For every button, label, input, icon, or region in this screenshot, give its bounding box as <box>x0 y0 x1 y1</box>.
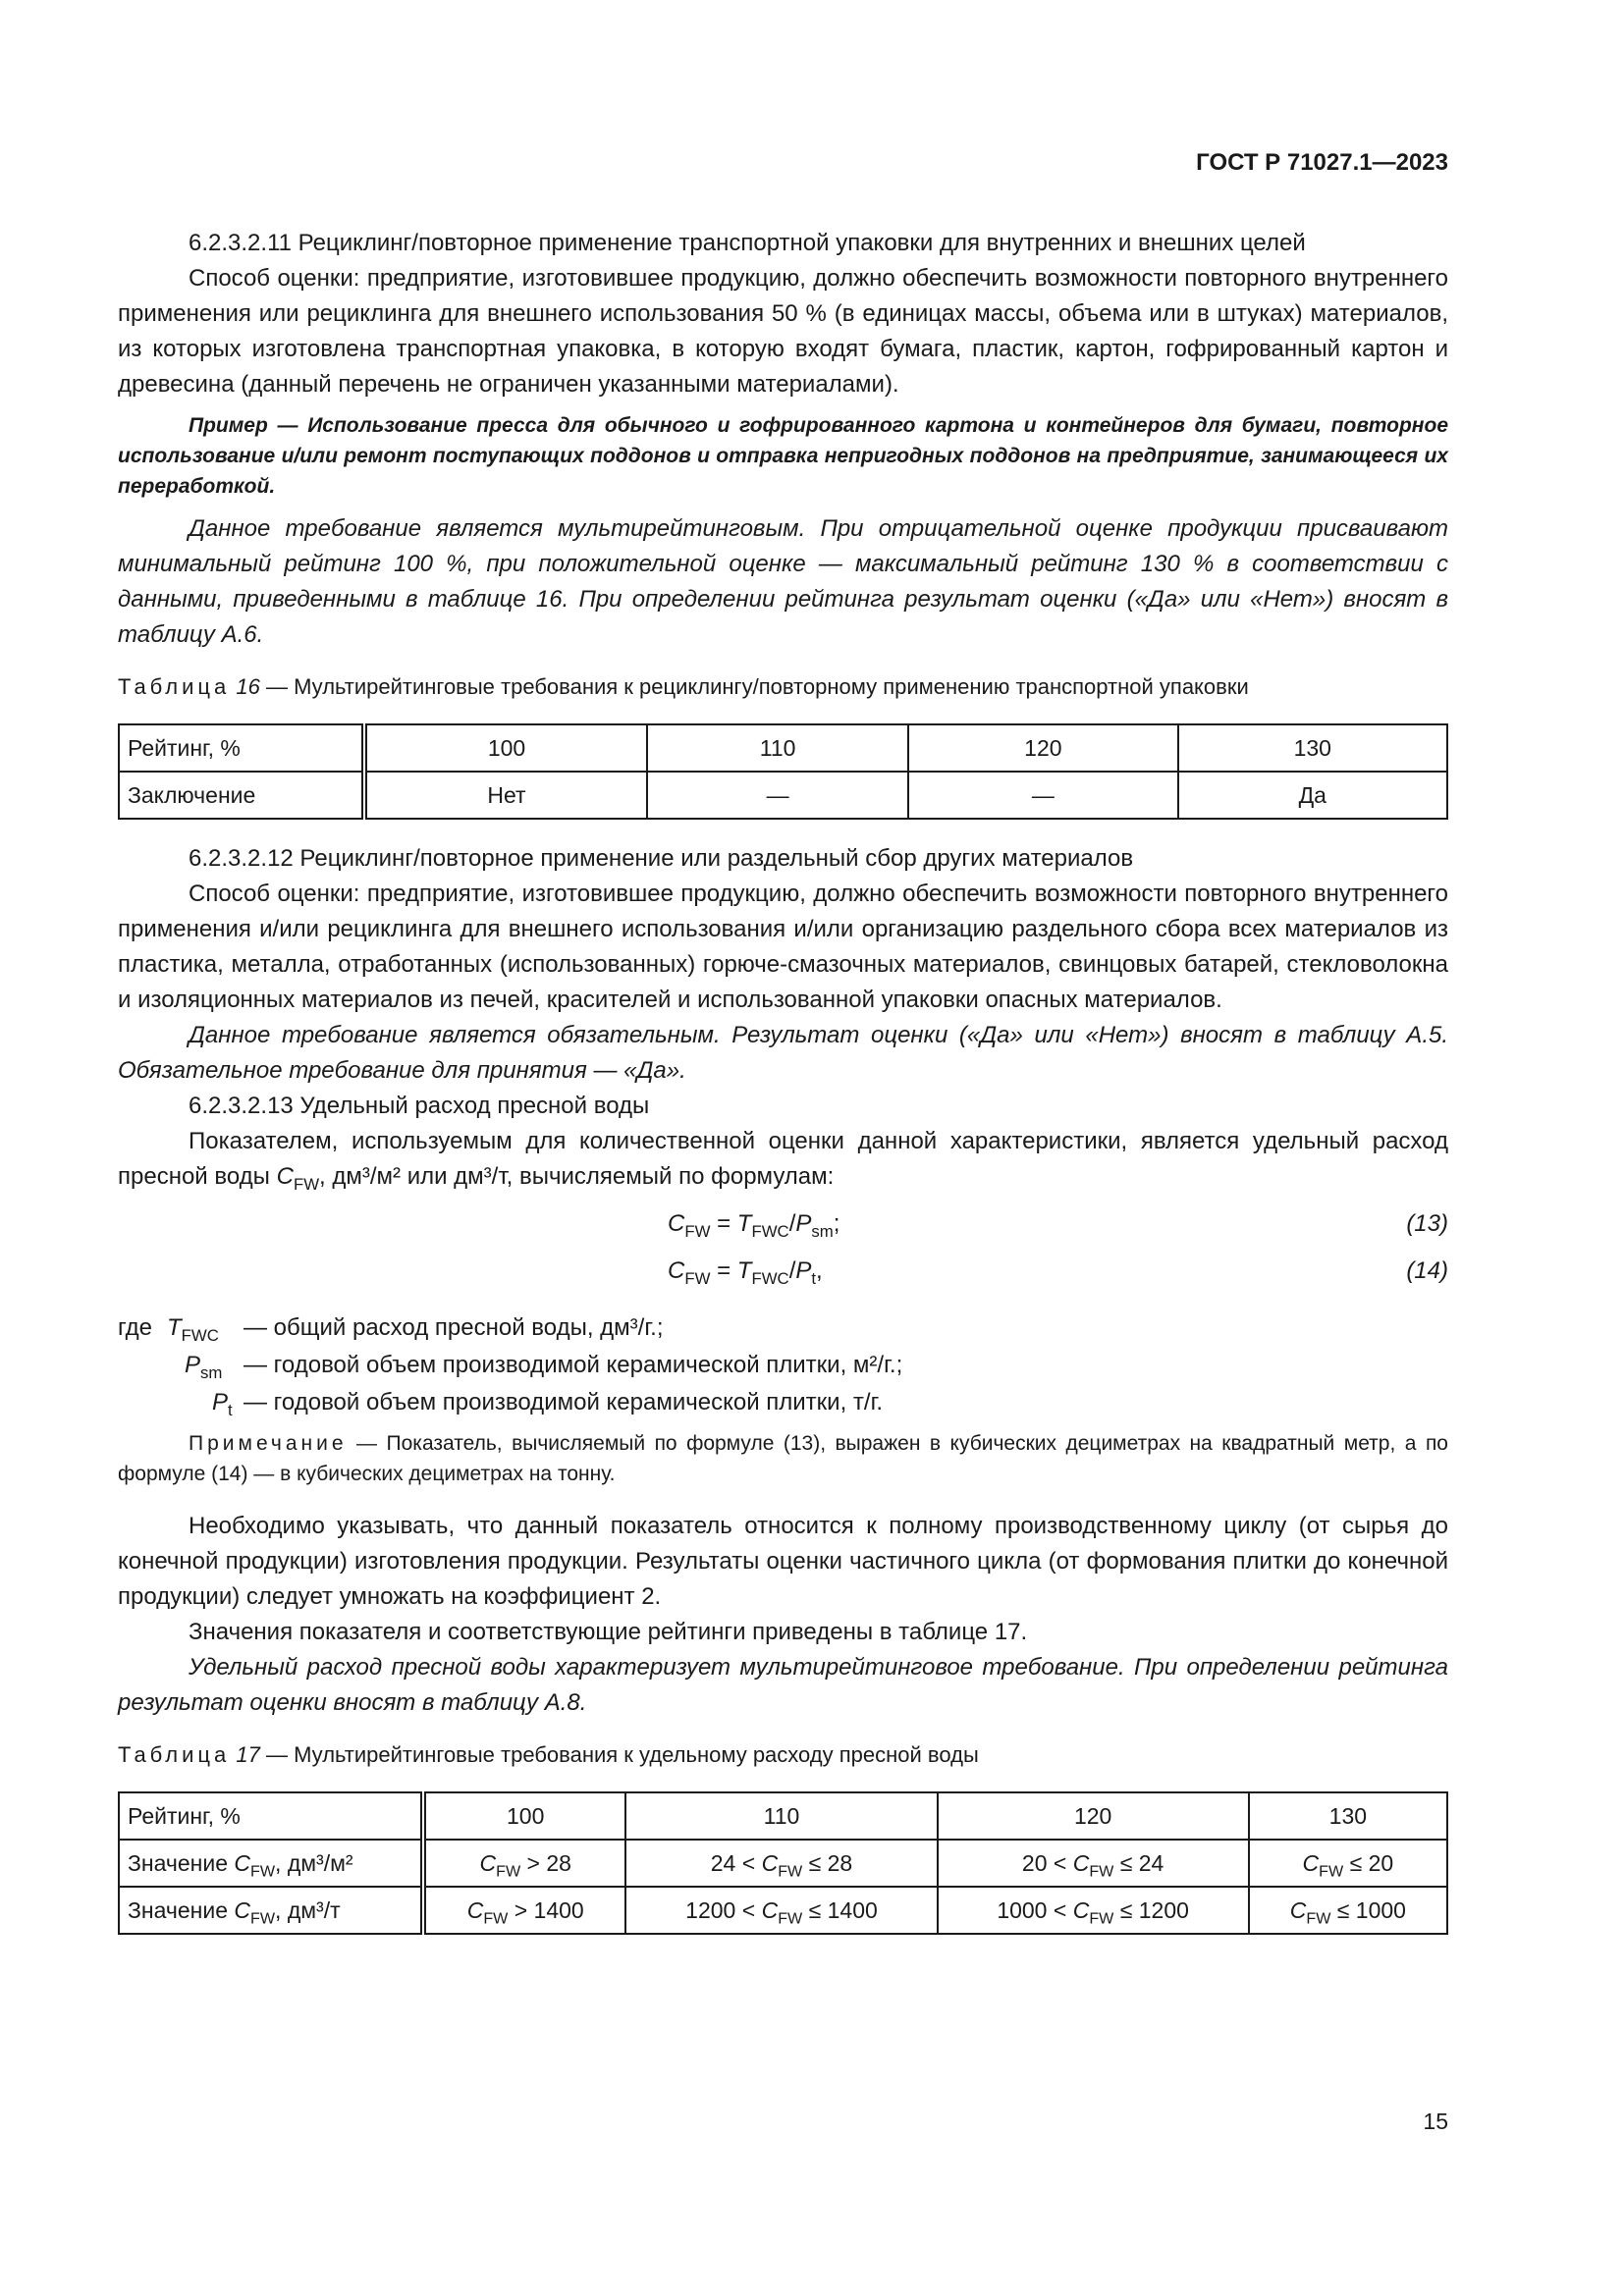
section-13-values-ref: Значения показателя и соответствующие рейтинги приведены в таблице 17. <box>189 1619 1028 1645</box>
legend-item: где $T_{FWC}$ — общий расход пресной воды, дм³/г.; <box>118 1314 664 1345</box>
table-row: Значение $C_{FW}$, дм³/т $C_{FW} > 1400$ $1200 < C_{FW} \le 1400$ $1000 < C_{FW} \le 1200$ $C_{FW} \le 1000$ <box>119 1887 1447 1934</box>
section-12-method: Способ оценки: предприятие, изготовившее продукцию, должно обеспечить возможности повторного внутреннего применения и/или рециклинга для внешнего использования и/или организацию раздельного сбора всех материалов из пластика, металла, отработанных (использованных) горюче-смазочных материалов, свинцовых батарей, стекловолокна и изоляционных материалов из печей, красителей и использованной упаковки опасных материалов. <box>118 881 1448 1013</box>
table-17 <box>118 1791 1448 1935</box>
legend-item: $P_t$ — годовой объем производимой керамической плитки, т/г. <box>212 1389 884 1419</box>
document-header-id: ГОСТ Р 71027.1—2023 <box>1196 149 1448 176</box>
formula-13: $C_{FW} = T_{FWC}/P_{sm}$; (13) <box>668 1210 1448 1241</box>
note: Примечание — Показатель, вычисляемый по формуле (13), выражен в кубических дециметрах на квадратный метр, а по формуле (14) — в кубических дециметрах на тонну. <box>118 1432 1448 1485</box>
section-heading-12: 6.2.3.2.12 Рециклинг/повторное применение или раздельный сбор других материалов <box>189 845 1134 872</box>
formula-14: $C_{FW} = T_{FWC}/P_t$, (14) <box>668 1257 1448 1288</box>
section-13-cycle: Необходимо указывать, что данный показатель относится к полному производственному циклу (от сырья до конечной продукции) изготовления продукции. Результаты оценки частичного цикла (от формования плитки до конечной продукции) следует умножать на коэффициент 2. <box>118 1513 1448 1610</box>
document-body <box>118 226 1448 1935</box>
section-11-method: Способ оценки: предприятие, изготовившее продукцию, должно обеспечить возможности повторного внутреннего применения или рециклинга для внешнего использования 50 % (в единицах массы, объема или в штуках) материалов, из которых изготовлена транспортная упаковка, в которую входят бумага, пластик, картон, гофрированный картон и древесина (данный перечень не ограничен указанными материалами). <box>118 265 1448 398</box>
section-11-example: Пример — Использование пресса для обычного и гофрированного картона и контейнеров для бумаги, повторное использование и/или ремонт поступающих поддонов и отправка непригодных поддонов на предприятие, занимающееся их переработкой. <box>118 414 1448 498</box>
table-row: Значение $C_{FW}$, дм³/м² $C_{FW} > 28$ $24 < C_{FW} \le 28$ $20 < C_{FW} \le 24$ $C_{FW} \le 20$ <box>119 1840 1447 1887</box>
table-row: Рейтинг, % 100 110 120 130 <box>119 1792 1447 1840</box>
section-13-multi-note: Удельный расход пресной воды характеризует мультирейтинговое требование. При определении рейтинга результат оценки вносят в таблицу А.8. <box>118 1654 1448 1716</box>
table-16-caption: Таблица 16 — Мультирейтинговые требования к рециклингу/повторному применению транспортной упаковки <box>118 674 1249 699</box>
legend-item: $P_{sm}$ — годовой объем производимой керамической плитки, м²/г.; <box>185 1352 903 1382</box>
table-17-caption: Таблица 17 — Мультирейтинговые требования к удельному расходу пресной воды <box>118 1742 979 1767</box>
section-heading-11: 6.2.3.2.11 Рециклинг/повторное применение транспортной упаковки для внутренних и внешних целей <box>189 230 1306 256</box>
section-11-rating-note: Данное требование является мультирейтинговым. При отрицательной оценке продукции присваивают минимальный рейтинг 100 %, при положительной оценке — максимальный рейтинг 130 % в соответствии с данными, приведенными в таблице 16. При определении рейтинга результат оценки («Да» или «Нет») вносят в таблицу А.6. <box>118 515 1448 648</box>
section-12-mandatory: Данное требование является обязательным. Результат оценки («Да» или «Нет») вносят в таблицу А.5. Обязательное требование для принятия — «Да». <box>118 1022 1448 1084</box>
table-row: Рейтинг, % 100 110 120 130 <box>119 724 1447 772</box>
table-row: Заключение Нет — — Да <box>119 772 1447 819</box>
page-number: 15 <box>1423 2109 1448 2134</box>
section-13-intro: Показателем, используемым для количественной оценки данной характеристики, является удельный расход пресной воды $C_{FW}$, дм³/м² или дм³/т, вычисляемый по формулам: <box>118 1128 1448 1194</box>
section-heading-13: 6.2.3.2.13 Удельный расход пресной воды <box>189 1093 650 1119</box>
table-16 <box>118 723 1448 820</box>
